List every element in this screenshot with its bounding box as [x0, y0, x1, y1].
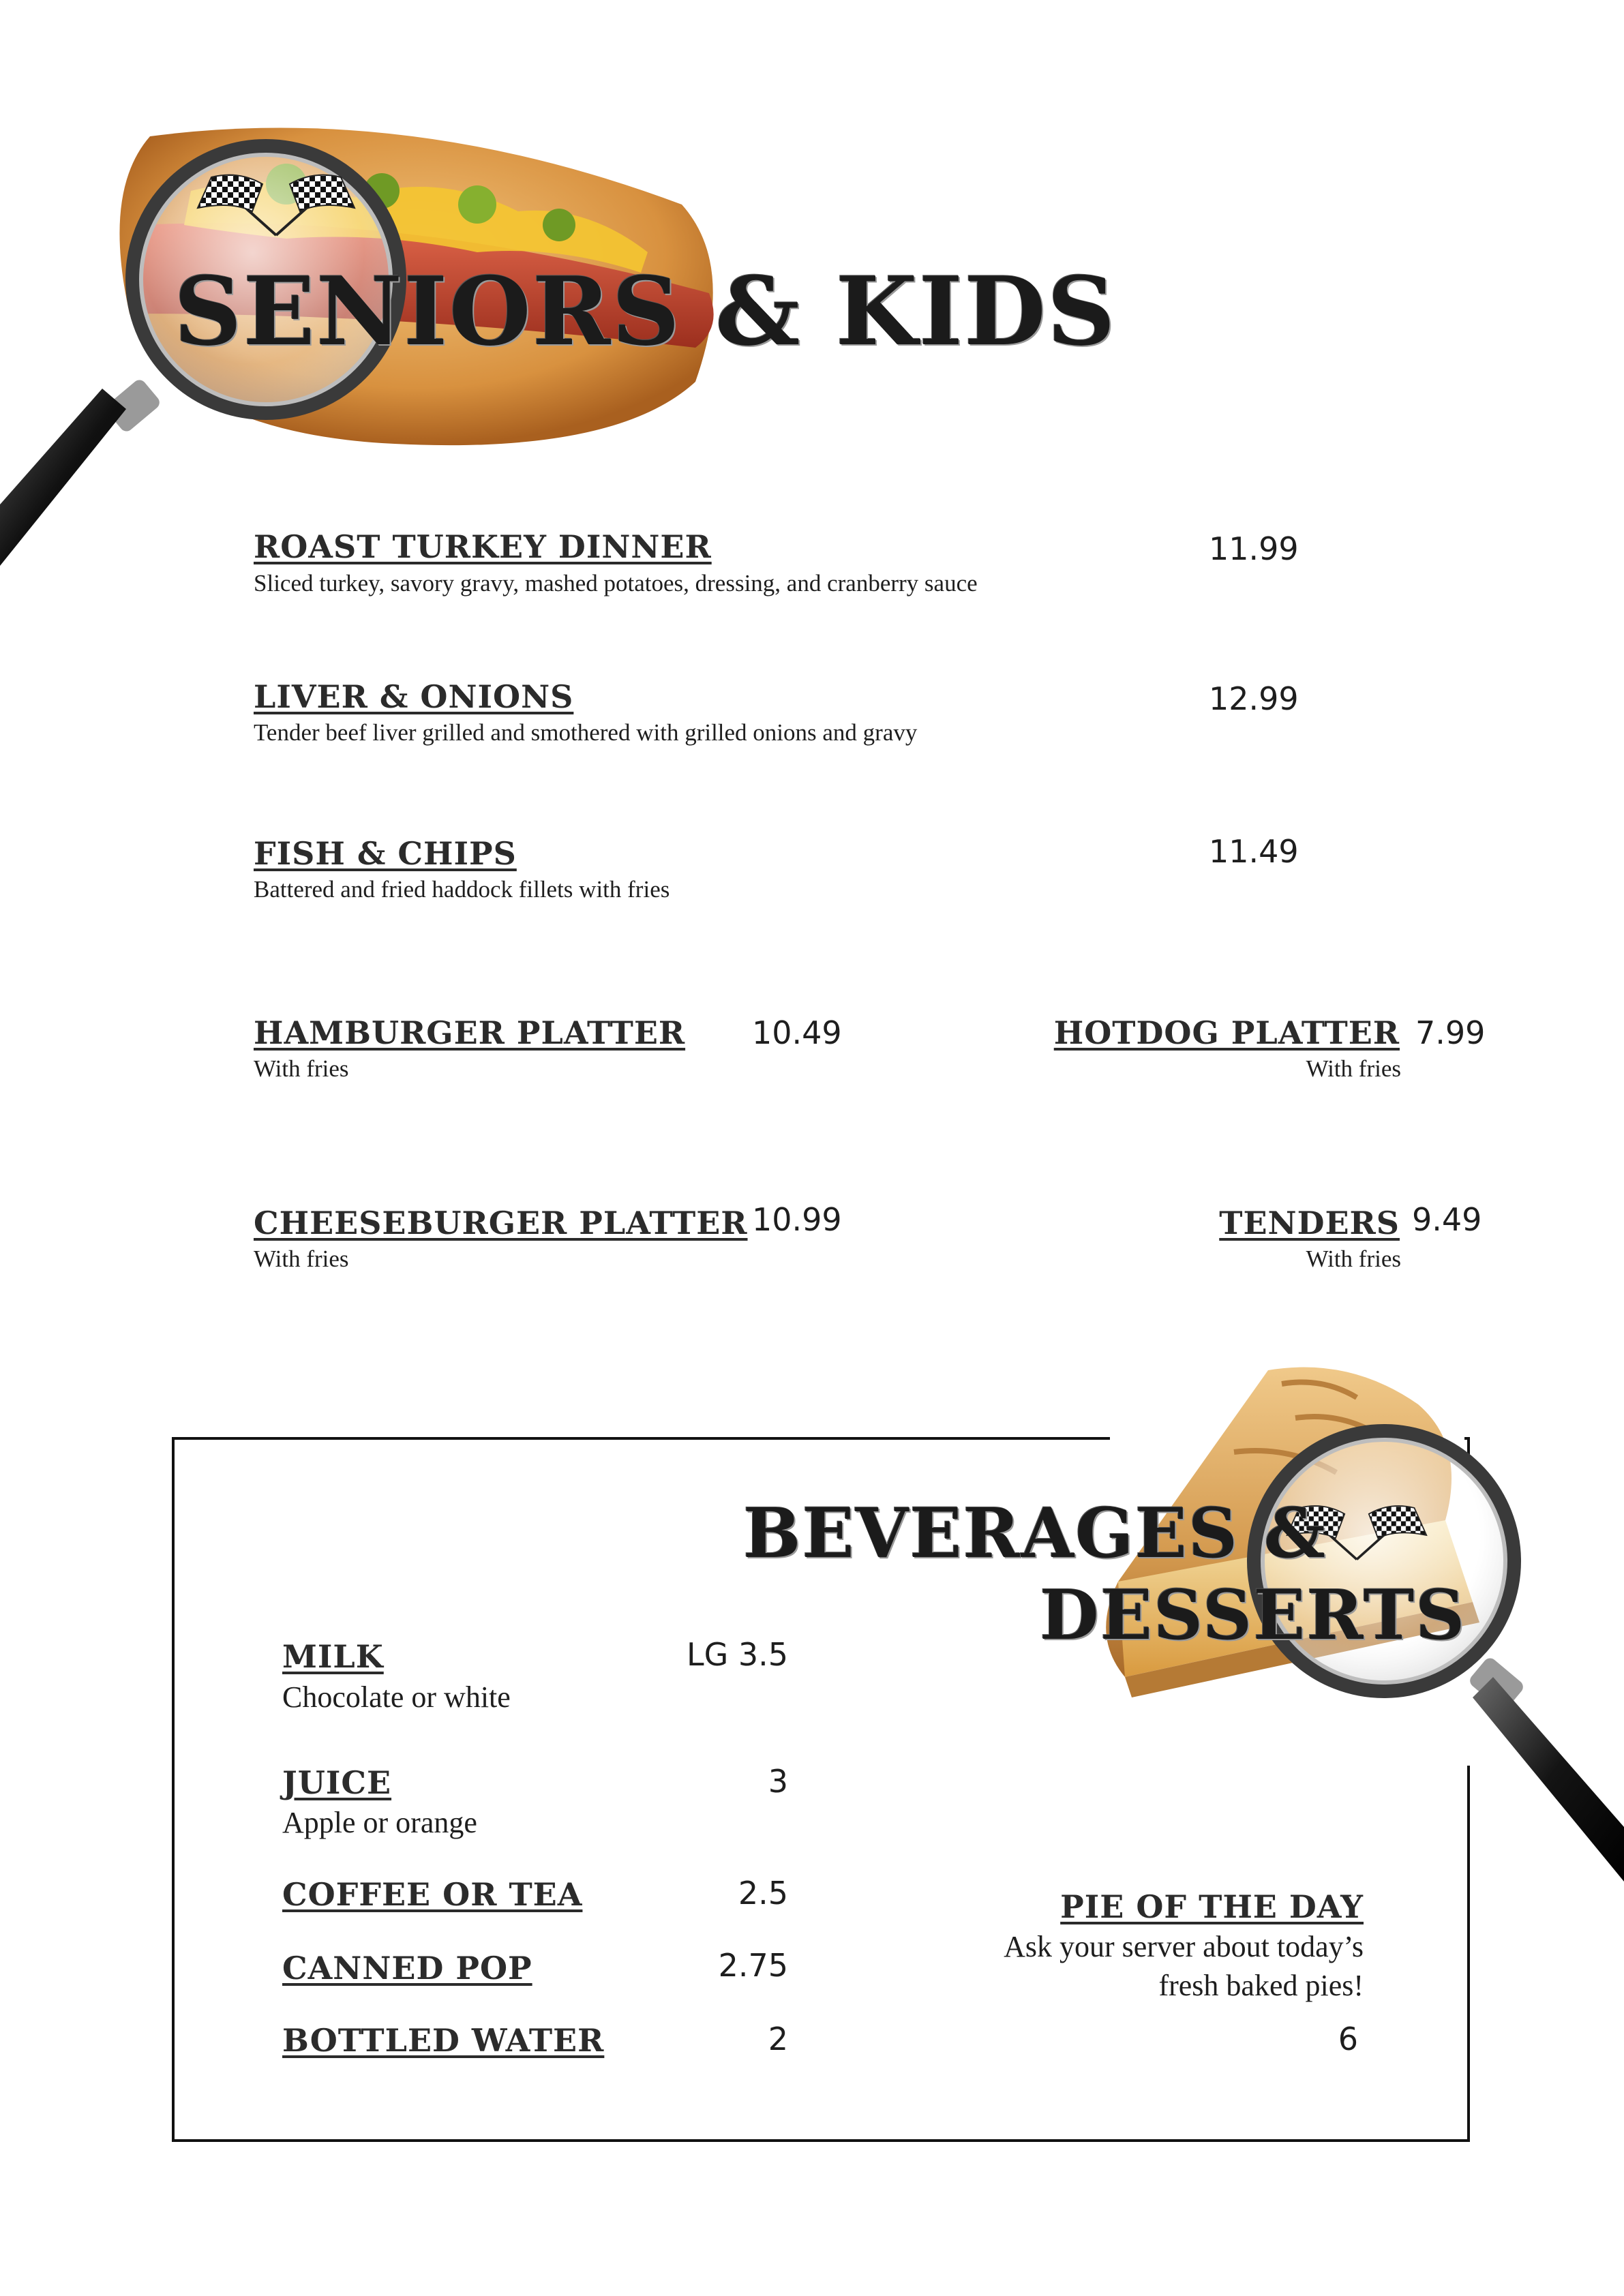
menu-item-name: ROAST TURKEY DINNER: [254, 528, 712, 565]
beverage-price: 2.75: [718, 1947, 788, 1984]
beverage-price: 3: [768, 1763, 788, 1800]
menu-item-name: FISH & CHIPS: [254, 835, 517, 872]
menu-item-price: 11.99: [1209, 530, 1299, 567]
menu-item-name: TENDERS: [1219, 1205, 1400, 1241]
dessert-desc: Ask your server about today’s: [1004, 1930, 1364, 1963]
menu-item-desc: With fries: [254, 1245, 349, 1272]
menu-item-price: 11.49: [1209, 833, 1299, 870]
dessert-name: PIE OF THE DAY: [1060, 1888, 1364, 1925]
menu-item-desc: Sliced turkey, savory gravy, mashed potatoes, dressing, and cranberry sauce: [254, 570, 978, 596]
section-title-desserts: DESSERTS: [1040, 1575, 1467, 1655]
beverage-name: CANNED POP: [282, 1950, 532, 1987]
beverage-name: JUICE: [282, 1764, 392, 1801]
menu-item-price: 12.99: [1209, 680, 1299, 717]
menu-item-name: CHEESEBURGER PLATTER: [254, 1205, 748, 1241]
menu-item-price: 7.99: [1415, 1014, 1486, 1051]
dessert-desc: fresh baked pies!: [1158, 1969, 1364, 2002]
menu-item-desc: With fries: [1306, 1055, 1401, 1082]
menu-item-name: HAMBURGER PLATTER: [254, 1014, 686, 1051]
menu-item-desc: With fries: [1306, 1245, 1401, 1272]
beverage-price: 2.5: [738, 1875, 788, 1912]
menu-item-price: 9.49: [1412, 1201, 1482, 1238]
beverage-name: COFFEE OR TEA: [282, 1876, 583, 1913]
menu-item-name: LIVER & ONIONS: [254, 678, 574, 715]
section-title-beverages: BEVERAGES &: [743, 1493, 1327, 1573]
beverage-name: BOTTLED WATER: [282, 2022, 605, 2059]
menu-item-price: 10.49: [752, 1014, 842, 1051]
beverage-desc: Apple or orange: [282, 1806, 477, 1839]
menu-item-desc: With fries: [254, 1055, 349, 1082]
menu-item-name: HOTDOG PLATTER: [1053, 1014, 1400, 1051]
beverage-price: 2: [768, 2021, 788, 2057]
menu-item-desc: Tender beef liver grilled and smothered with grilled onions and gravy: [254, 719, 918, 746]
section-title-seniors-kids: SENIORS & KIDS: [174, 256, 1117, 367]
beverage-desc: Chocolate or white: [282, 1680, 511, 1714]
dessert-price: 6: [1338, 2021, 1358, 2057]
beverage-name: MILK: [282, 1638, 384, 1675]
beverage-price: LG 3.5: [686, 1636, 788, 1673]
checkered-flags-icon: [184, 170, 368, 239]
menu-item-desc: Battered and fried haddock fillets with fries: [254, 876, 670, 903]
menu-item-price: 10.99: [752, 1201, 842, 1238]
